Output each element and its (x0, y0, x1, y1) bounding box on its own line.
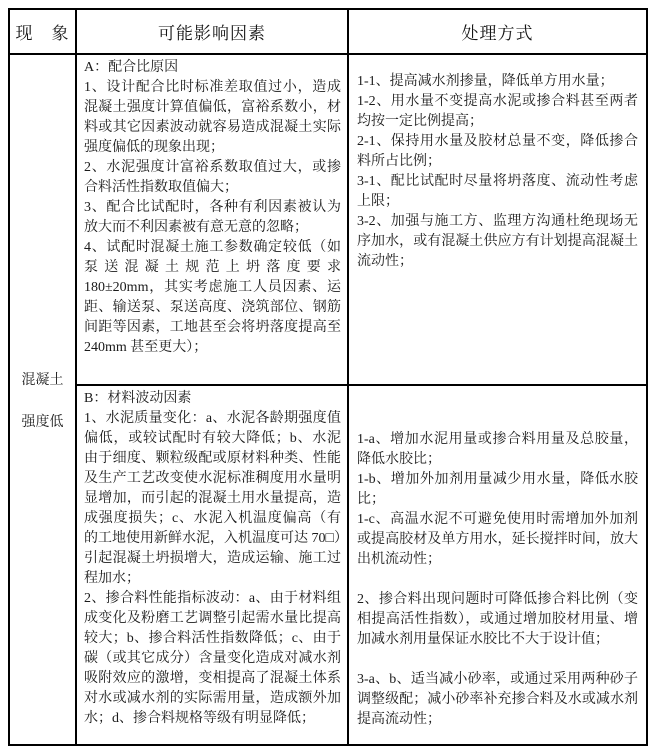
treatment-item: 1-b、增加外加剂用量减少用水量，降低水胶比； (357, 472, 638, 507)
phenomenon-cell (10, 55, 77, 744)
treatment-item: 1-c、高温水泥不可避免使用时需增加外加剂或提高胶材及单方用水，延长搅拌时间，放大出机流动性； (357, 512, 638, 567)
treatment-item: 2、掺合料出现问题时可降低掺合料比例（变相提高活性指数），或通过增加胶材用量、增加减水剂用量保证水胶比不大于设计值； (357, 592, 638, 647)
factors-cell-a (77, 55, 349, 384)
treatment-item: 1-1、提高减水剂掺量，降低单方用水量； (357, 74, 614, 89)
phenomenon-line-1: 混凝土 (21, 372, 64, 388)
factor-item: 1、设计配合比时标准差取值过小，造成混凝土强度计算值偏低，富裕系数小，材料或其它因素波动就容易造成混凝土实际强度偏低的现象出现； (84, 80, 341, 155)
troubleshooting-table (8, 8, 648, 746)
factors-cell-b (77, 386, 349, 744)
factor-item: 2、掺合料性能指标波动：a、由于材料组成变化及粉磨工艺调整引起需水量比提高较大；b、掺合料活性指数降低；c、由于碳（或其它成分）含量变化造成对减水剂吸附效应的激增，变相提高了混凝土体系对水或减水剂的实际需用量，造成额外加水；d、掺合料规格等级有明显降低； (84, 591, 341, 726)
factor-item: 2、水泥强度计富裕系数取值过大，或掺合料活性指数取值偏大； (84, 160, 341, 195)
factor-item: A：配合比原因 (84, 60, 179, 75)
table-rows (77, 55, 646, 744)
phenomenon-line-2: 强度低 (21, 414, 64, 430)
treatment-item: 2-1、保持用水量及胶材总量不变，降低掺合料所占比例； (357, 134, 638, 169)
factor-item: B：材料波动因素 (84, 391, 192, 406)
treatment-cell-a (349, 55, 646, 384)
header-phenomenon: 现 象 (10, 10, 77, 53)
treatment-item: 1-a、增加水泥用量或掺合料用量及总胶量，降低水胶比； (357, 432, 638, 467)
treatment-item: 3-2、加强与施工方、监理方沟通杜绝现场无序加水，或有混凝土供应方有计划提高混凝土流动性； (357, 214, 638, 269)
header-treatment: 处理方式 (461, 24, 534, 43)
factor-item: 3、配合比试配时，各种有利因素被认为放大而不利因素被有意无意的忽略； (84, 200, 341, 235)
header-factors: 可能影响因素 (77, 10, 349, 53)
treatment-cell-b (349, 386, 646, 744)
treatment-item: 3-a、b、适当减小砂率，或通过采用两种砂子调整级配；减小砂率补充掺合料及水或减水剂提高流动性； (357, 672, 638, 727)
treatment-item: 1-2、用水量不变提高水泥或掺合料甚至两者均按一定比例提高； (357, 94, 638, 129)
table-body (10, 55, 646, 744)
table-header-row (10, 10, 646, 55)
factor-item: 1、水泥质量变化：a、水泥各龄期强度值偏低，或较试配时有较大降低；b、水泥由于细度、颗粒级配或原材料种类、性能及生产工艺改变使水泥标准稠度用水量明显增加，而引起的混凝土用水量提高，造成强度损失；c、水泥入机温度偏高（有的工地使用新鲜水泥，入机温度可达 70□）引起混凝土坍损增大，造成运输、施工过程加水； (84, 411, 341, 586)
table-row-material-fluctuation (77, 386, 646, 744)
treatment-item: 3-1、配比试配时尽量将坍落度、流动性考虑上限； (357, 174, 638, 209)
factor-item: 4、试配时混凝土施工参数确定较低（如泵送混凝土规范上坍落度要求 180±20mm，其实考虑施工人员因素、运距、输送泵、泵送高度、浇筑部位、钢筋间距等因素，工地甚至会将坍落度提高至 240mm 甚至更大）； (84, 240, 341, 355)
table-row-mix-design (77, 55, 646, 386)
